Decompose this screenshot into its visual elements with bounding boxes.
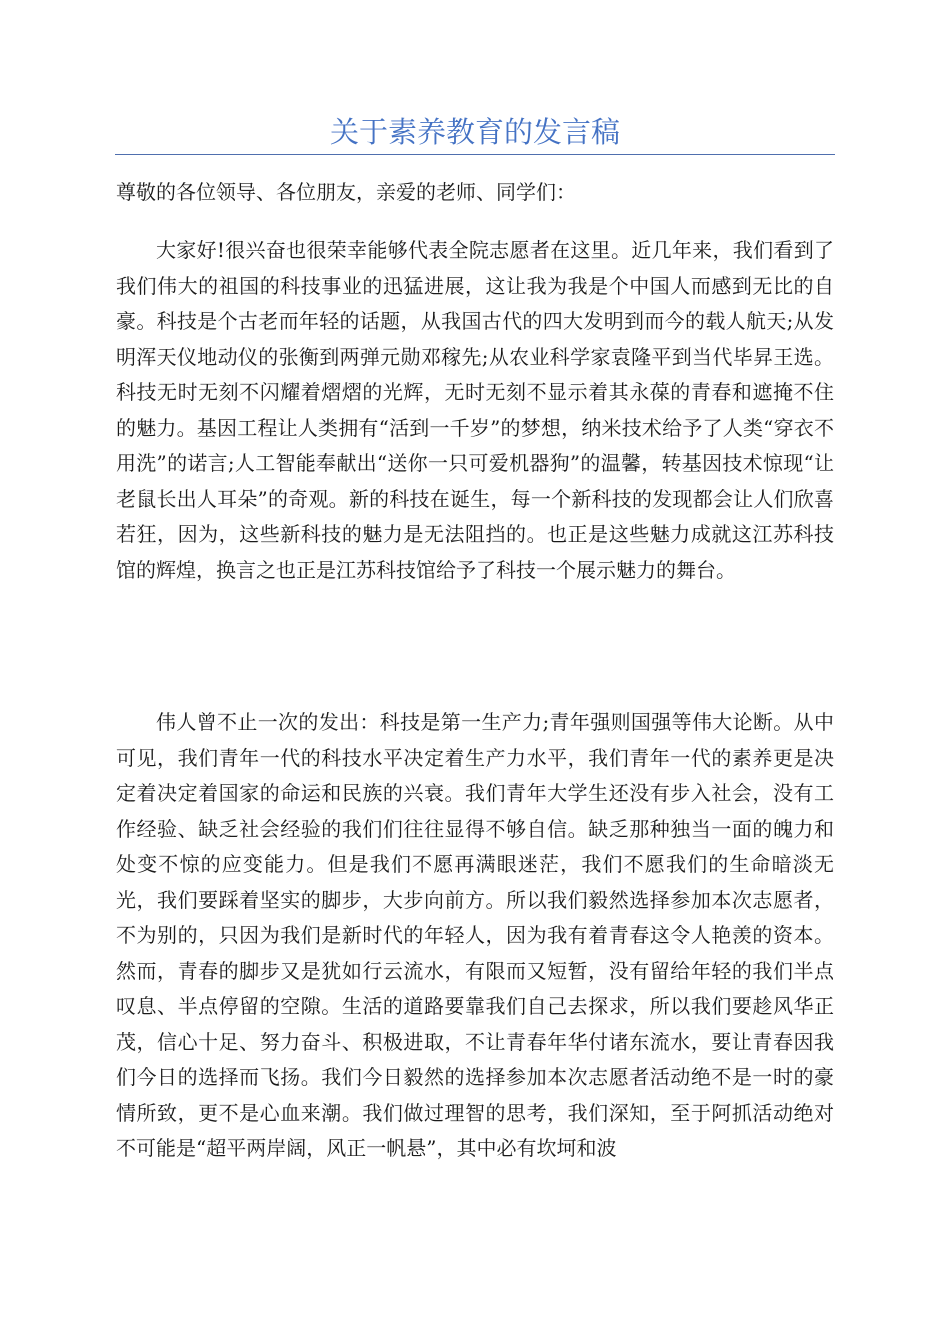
salutation: 尊敬的各位领导、各位朋友，亲爱的老师、同学们： — [116, 180, 576, 204]
document-title: 关于素养教育的发言稿 — [329, 115, 620, 149]
title-underline — [115, 154, 835, 155]
paragraph-2: 伟人曾不止一次的发出：科技是第一生产力;青年强则国强等伟大论断。从中可见，我们青年一代的科技水平决定着生产力水平，我们青年一代的素养更是决定着决定着国家的命运和民族的兴衰。我们青年大学生还没有步入社会，没有工作经验、缺乏社会经验的我们们往往显得不够自信。缺乏那种独当一面的魄力和处变不惊的应变能力。但是我们不愿再满眼迷茫，我们不愿我们的生命暗淡无光，我们要踩着坚实的脚步，大步向前方。所以我们毅然选择参加本次志愿者，不为别的，只因为我们是新时代的年轻人，因为我有着青春这令人艳羡的资本。然而，青春的脚步又是犹如行云流水，有限而又短暂，没有留给年轻的我们半点叹息、半点停留的空隙。生活的道路要靠我们自己去探求，所以我们要趁风华正茂，信心十足、努力奋斗、积极进取，不让青春年华付诸东流水，要让青春因我们今日的选择而飞扬。我们今日毅然的选择参加本次志愿者活动绝不是一时的豪情所致，更不是心血来潮。我们做过理智的思考，我们深知，至于阿抓活动绝对不可能是“超平两岸阔，风正一帆悬”，其中必有坎坷和波 — [116, 710, 834, 1160]
paragraph-1: 大家好!很兴奋也很荣幸能够代表全院志愿者在这里。近几年来，我们看到了我们伟大的祖国的科技事业的迅猛进展，这让我为我是个中国人而感到无比的自豪。科技是个古老而年轻的话题，从我国古代的四大发明到而今的载人航天;从发明浑天仪地动仪的张衡到两弹元勋邓稼先;从农业科学家袁隆平到当代毕昇王选。科技无时无刻不闪耀着熠熠的光辉，无时无刻不显示着其永葆的青春和遮掩不住的魅力。基因工程让人类拥有“活到一千岁”的梦想，纳米技术给予了人类“穿衣不用洗”的诺言;人工智能奉献出“送你一只可爱机器狗”的温馨，转基因技术惊现“让老鼠长出人耳朵”的奇观。新的科技在诞生，每一个新科技的发现都会让人们欣喜若狂，因为，这些新科技的魅力是无法阻挡的。也正是这些魅力成就这江苏科技馆的辉煌，换言之也正是江苏科技馆给予了科技一个展示魅力的舞台。 — [116, 238, 834, 582]
